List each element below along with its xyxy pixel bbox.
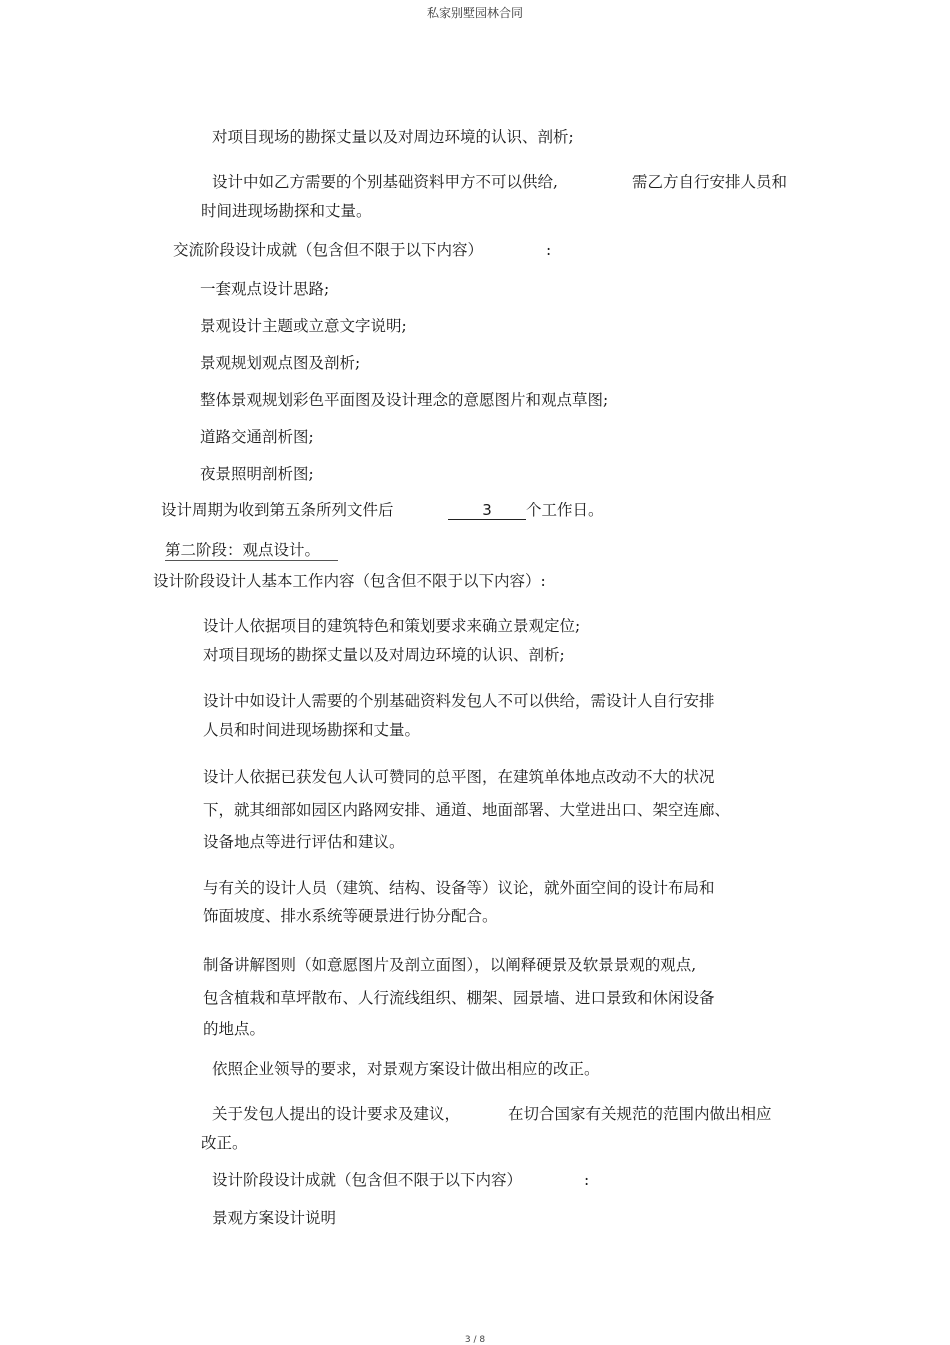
section-heading <box>212 1170 522 1190</box>
paragraph-line: 设计中如设计人需要的个别基础资料发包人不可以供给，需设计人自行安排 <box>203 692 715 710</box>
list-item: 道路交通剖析图; <box>200 428 314 446</box>
text-segment: 关于发包人提出的设计要求及建议， <box>212 1105 461 1123</box>
paragraph-line: 设计人依据已获发包人认可赞同的总平图，在建筑单体地点改动不大的状况 <box>203 768 715 786</box>
paragraph-line: 人员和时间进现场勘探和丈量。 <box>203 721 421 739</box>
section-heading: 设计阶段设计人基本工作内容（包含但不限于以下内容）: <box>153 572 546 590</box>
text-segment: 设计周期为收到第五条所列文件后 <box>161 501 394 519</box>
paragraph-line <box>508 1104 772 1124</box>
stage-two-heading: 第二阶段：观点设计。 <box>165 540 338 561</box>
text-segment: 设计阶段设计成就（包含但不限于以下内容） <box>212 1171 523 1189</box>
list-item: 夜景照明剖析图; <box>200 465 314 483</box>
list-item: 景观规划观点图及剖析; <box>200 354 361 372</box>
colon-mark: : <box>546 241 552 259</box>
paragraph-line: 饰面坡度、排水系统等硬景进行协分配合。 <box>203 907 498 925</box>
page-number: 3 / 8 <box>464 1335 486 1345</box>
paragraph-line: 对项目现场的勘探丈量以及对周边环境的认识、剖析; <box>203 646 565 664</box>
list-item: 景观设计主题或立意文字说明; <box>200 317 407 335</box>
list-item: 景观方案设计说明 <box>212 1209 337 1227</box>
paragraph-line: 依照企业领导的要求，对景观方案设计做出相应的改正。 <box>212 1060 600 1078</box>
paragraph-line: 与有关的设计人员（建筑、结构、设备等）议论，就外面空间的设计布局和 <box>203 879 715 897</box>
paragraph-line: 对项目现场的勘探丈量以及对周边环境的认识、剖析; <box>212 128 574 146</box>
text-segment: 设计中如乙方需要的个别基础资料甲方不可以供给, <box>212 173 558 191</box>
paragraph-line <box>212 1104 460 1124</box>
paragraph-line <box>161 500 394 520</box>
paragraph-line: 的地点。 <box>203 1020 266 1038</box>
paragraph-line: 包含植栽和草坪散布、人行流线组织、棚架、园景墙、进口景致和休闲设备 <box>203 989 715 1007</box>
paragraph-line: 时间进现场勘探和丈量。 <box>201 202 372 220</box>
work-days-blank: 3 <box>448 501 526 520</box>
paragraph-line: 设备地点等进行评估和建议。 <box>203 833 405 851</box>
list-item: 整体景观规划彩色平面图及设计理念的意愿图片和观点草图; <box>200 391 609 409</box>
colon-mark: : <box>584 1171 590 1189</box>
paragraph-line <box>212 172 558 192</box>
list-item: 一套观点设计思路; <box>200 280 330 298</box>
paragraph-line: 改正。 <box>201 1134 248 1152</box>
section-heading <box>165 540 338 561</box>
section-heading <box>173 240 483 260</box>
text-segment: 交流阶段设计成就（包含但不限于以下内容） <box>173 241 484 259</box>
text-segment: 个工作日。 <box>526 501 604 519</box>
paragraph-line: 设计人依据项目的建筑特色和策划要求来确立景观定位; <box>203 617 581 635</box>
paragraph-line: 下，就其细部如园区内路网安排、通道、地面部署、大堂进出口、架空连廊、 <box>203 801 731 819</box>
paragraph-line <box>632 172 787 192</box>
text-segment: 需乙方自行安排人员和 <box>632 173 788 191</box>
text-segment: 在切合国家有关规范的范围内做出相应 <box>508 1105 772 1123</box>
document-header-title: 私家别墅园林合同 <box>426 6 523 20</box>
fill-in-line <box>444 500 604 520</box>
paragraph-line: 制备讲解图则（如意愿图片及剖立面图），以阐释硬景及软景景观的观点, <box>203 956 697 974</box>
